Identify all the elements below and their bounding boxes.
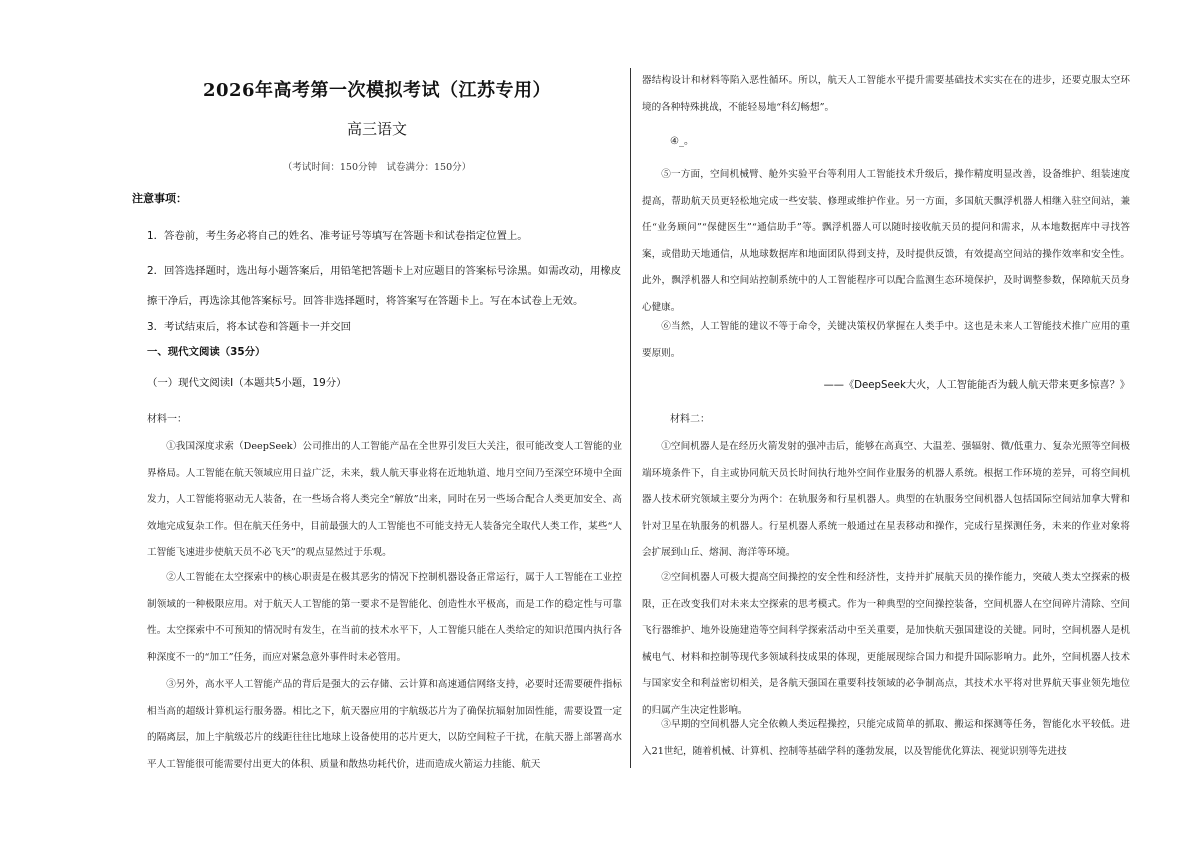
column-divider <box>630 68 631 768</box>
notice-item-3: 3．考试结束后，将本试卷和答题卡一并交回 <box>147 321 352 333</box>
exam-info: （考试时间：150分钟 试卷满分：150分） <box>282 162 472 173</box>
blank-item-4: ④_。 <box>670 136 694 147</box>
material2-paragraph-3: ③早期的空间机器人完全依赖人类远程操控，只能完成简单的抓取、搬运和探测等任务，智能化水平较低。进入21世纪，随着机械、计算机、控制等基础学科的蓬勃发展，以及智能优化算法、视觉识别等先进技 <box>642 719 1130 757</box>
page-title: 2026年高考第一次模拟考试（江苏专用） <box>202 80 552 101</box>
notice-item-2-text: 2．回答选择题时，选出每小题答案后，用铅笔把答题卡上对应题目的答案标号涂黑。如需改动，用橡皮擦干净后，再选涂其他答案标号。回答非选择题时，将答案写在答题卡上。写在本试卷上无效。 <box>147 265 622 307</box>
material2-label: 材料二： <box>670 414 710 425</box>
material1-continuation: 器结构设计和材料等陷入恶性循环。所以，航天人工智能水平提升需要基础技术实实在在的进步，还要克服太空环境的各种特殊挑战，不能轻易地“科幻畅想”。 <box>642 75 1130 113</box>
subject-title: 高三语文 <box>346 120 407 138</box>
notice-heading: 注意事项： <box>132 192 187 205</box>
material1-source: ——《DeepSeek大火，人工智能能否为载人航天带来更多惊喜？》 <box>823 380 1130 391</box>
material1-paragraph-3: ③另外，高水平人工智能产品的背后是强大的云存储、云计算和高速通信网络支持，必要时还需要硬件指标相当高的超级计算机运行服务器。相比之下，航天器应用的宇航级芯片为了确保抗辐射加固性能，需要设置一定的隔离层，加上宇航级芯片的线距往往比地球上设备使用的芯片更大，以防空间粒子干扰，在航天器上部署高水平人工智能很可能需要付出更大的体积、质量和散热功耗代价，进而造成火箭运力挂能、航天 <box>147 679 622 770</box>
notice-item-2 <box>147 256 622 316</box>
subsection-heading: （一）现代文阅读Ⅰ（本题共5小题，19分） <box>147 377 347 389</box>
material1-label: 材料一： <box>147 414 187 425</box>
notice-item-1: 1．答卷前，考生务必将自己的姓名、准考证号等填写在答题卡和试卷指定位置上。 <box>147 230 528 242</box>
material2-paragraph-1: ①空间机器人是在经历火箭发射的强冲击后，能够在高真空、大温差、强辐射、微/低重力、复杂光照等空间极端环境条件下，自主或协同航天员长时间执行地外空间作业服务的机器人系统。根据工作环境的差异，可将空间机器人技术研究领域主要分为两个：在轨服务和行星机器人。典型的在轨服务空间机器人包括国际空间站加拿大臂和针对卫星在轨服务的机器人。行星机器人系统一般通过在星表移动和操作，完成行星探测任务，未来的作业对象将会扩展到山丘、熔洞、海洋等环境。 <box>642 441 1130 558</box>
section-heading: 一、现代文阅读（35分） <box>147 346 266 358</box>
material1-paragraph-6: ⑥当然，人工智能的建议不等于命令，关键决策权仍掌握在人类手中。这也是未来人工智能技术推广应用的重要原则。 <box>642 321 1130 359</box>
material2-paragraph-2: ②空间机器人可极大提高空间操控的安全性和经济性，支持并扩展航天员的操作能力，突破人类太空探索的极限，正在改变我们对未来太空探索的思考模式。作为一种典型的空间操控装备，空间机器人在空间碎片清除、空间飞行器维护、地外设施建造等空间科学探索活动中至关重要，是加快航天强国建设的关键。同时，空间机器人是机械电气、材料和控制等现代多领域科技成果的体现，更能展现综合国力和提升国际影响力。此外，空间机器人技术与国家安全和利益密切相关，是各航天强国在重要科技领域的必争制高点，其技术水平将对世界航天事业领先地位的归属产生决定性影响。 <box>642 572 1130 716</box>
material1-paragraph-2: ②人工智能在太空探索中的核心职责是在极其恶劣的情况下控制机器设备正常运行，属于人工智能在工业控制领域的一种极限应用。对于航天人工智能的第一要求不是智能化、创造性水平极高，而是工作的稳定性与可靠性。太空探索中不可预知的情况时有发生，在当前的技术水平下，人工智能只能在人类给定的知识范围内执行各种深度不一的“加工”任务，而应对紧急意外事件时未必管用。 <box>147 572 622 663</box>
material1-paragraph-1: ①我国深度求索（DeepSeek）公司推出的人工智能产品在全世界引发巨大关注，很可能改变人工智能的业界格局。人工智能在航天领域应用日益广泛，未来，载人航天事业将在近地轨道、地月空间乃至深空环境中全面发力，人工智能将驱动无人装备，在一些场合将人类完全“解放”出来，同时在另一些场合配合人类更加安全、高效地完成复杂工作。但在航天任务中，目前最强大的人工智能也不可能支持无人装备完全取代人类工作，某些“人工智能飞速进步使航天员不必飞天”的观点显然过于乐观。 <box>147 441 622 558</box>
material1-paragraph-5: ⑤一方面，空间机械臂、舱外实验平台等利用人工智能技术升级后，操作精度明显改善，设备维护、组装速度提高，帮助航天员更轻松地完成一些安装、修理或维护作业。另一方面，多国航天飘浮机器人相继入驻空间站，兼任“业务顾问”“保健医生”“通信助手”等。飘浮机器人可以随时接收航天员的提问和需求，从本地数据库中寻找答案，或借助天地通信，从地球数据库和地面团队得到支持，及时提供反馈，有效提高空间站的操作效率和安全性。此外，飘浮机器人和空间站控制系统中的人工智能程序可以配合监测生态环境保护，及时调整参数，保障航天员身心健康。 <box>642 169 1130 313</box>
